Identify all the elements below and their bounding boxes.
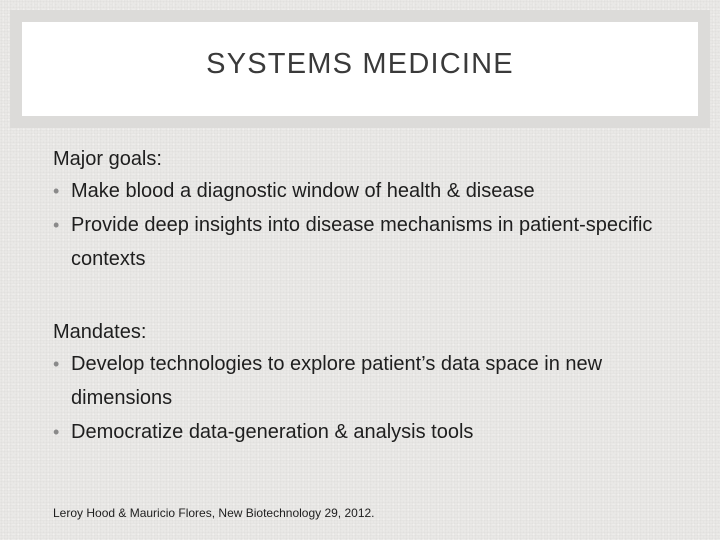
title-panel: [22, 22, 698, 116]
list-item: [53, 174, 693, 208]
bullet-icon: •: [53, 354, 60, 374]
section-spacer: [53, 276, 693, 317]
slide-body: [53, 144, 693, 449]
bullet-icon: •: [53, 215, 60, 235]
citation: Leroy Hood & Mauricio Flores, New Biotechnology 29, 2012.: [53, 506, 375, 520]
bullet-list: [53, 347, 693, 449]
section-heading: Major goals:: [53, 148, 162, 170]
section-major-goals: [53, 144, 693, 276]
bullet-list: [53, 174, 693, 276]
section-heading: Mandates:: [53, 321, 147, 343]
bullet-text: Provide deep insights into disease mechanisms in patient-specific contexts: [71, 214, 653, 270]
list-item: [53, 415, 693, 449]
list-item: [53, 347, 693, 415]
list-item: [53, 208, 693, 276]
bullet-text: Democratize data-generation & analysis tools: [71, 421, 474, 443]
bullet-icon: •: [53, 422, 60, 442]
bullet-text: Make blood a diagnostic window of health & disease: [71, 180, 535, 202]
slide-title: SYSTEMS MEDICINE: [206, 47, 514, 80]
bullet-text: Develop technologies to explore patient’s data space in new dimensions: [71, 353, 603, 409]
section-mandates: [53, 317, 693, 449]
title-frame: [10, 10, 710, 128]
bullet-icon: •: [53, 181, 60, 201]
